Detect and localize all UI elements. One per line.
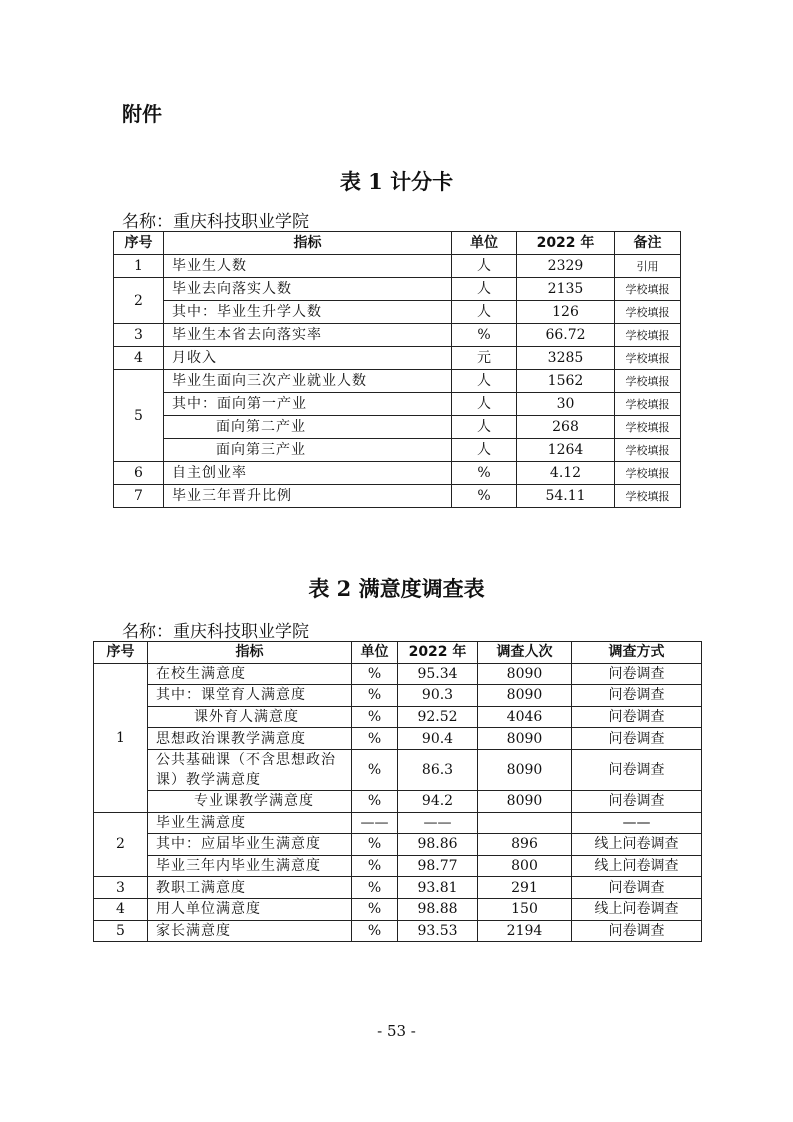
count-cell: 2194	[478, 920, 572, 942]
unit-cell: %	[352, 663, 398, 685]
table-row	[114, 439, 681, 462]
indicator-cell: 课外育人满意度	[148, 706, 352, 728]
count-cell: 4046	[478, 706, 572, 728]
indicator-cell: 毕业生面向三次产业就业人数	[164, 370, 452, 393]
table-row	[94, 855, 702, 877]
remark-cell: 学校填报	[615, 439, 681, 462]
header-unit: 单位	[352, 642, 398, 664]
seq-cell: 2	[94, 812, 148, 877]
remark-cell: 学校填报	[615, 324, 681, 347]
remark-cell: 学校填报	[615, 347, 681, 370]
unit-cell: 元	[452, 347, 517, 370]
table-row	[114, 301, 681, 324]
method-cell: 问卷调查	[572, 877, 702, 899]
method-cell: 问卷调查	[572, 790, 702, 812]
unit-cell: 人	[452, 255, 517, 278]
unit-cell: %	[452, 485, 517, 508]
remark-cell: 引用	[615, 255, 681, 278]
count-cell: 8090	[478, 685, 572, 707]
table-row	[114, 416, 681, 439]
seq-cell: 5	[94, 920, 148, 942]
indicator-cell: 毕业三年晋升比例	[164, 485, 452, 508]
method-cell: 线上问卷调查	[572, 855, 702, 877]
count-cell: 8090	[478, 749, 572, 790]
method-cell: 问卷调查	[572, 663, 702, 685]
table1-org: 名称：重庆科技职业学院	[122, 212, 309, 232]
value-cell: 1264	[517, 439, 615, 462]
count-cell: 291	[478, 877, 572, 899]
seq-cell: 1	[114, 255, 164, 278]
value-cell: 86.3	[398, 749, 478, 790]
indicator-cell: 专业课教学满意度	[148, 790, 352, 812]
seq-cell: 4	[94, 898, 148, 920]
table-row	[94, 812, 702, 834]
unit-cell: %	[352, 749, 398, 790]
indicator-cell: 其中：课堂育人满意度	[148, 685, 352, 707]
indicator-cell: 在校生满意度	[148, 663, 352, 685]
method-cell: 问卷调查	[572, 728, 702, 750]
value-cell: 98.77	[398, 855, 478, 877]
header-year: 2022 年	[398, 642, 478, 664]
indicator-cell: 面向第三产业	[164, 439, 452, 462]
count-cell: 150	[478, 898, 572, 920]
seq-cell: 5	[114, 370, 164, 462]
table-row	[94, 920, 702, 942]
indicator-cell: 其中：毕业生升学人数	[164, 301, 452, 324]
value-cell: 94.2	[398, 790, 478, 812]
indicator-cell: 月收入	[164, 347, 452, 370]
value-cell: 1562	[517, 370, 615, 393]
remark-cell: 学校填报	[615, 485, 681, 508]
count-cell: 800	[478, 855, 572, 877]
scorecard-table	[113, 231, 681, 508]
table-row	[114, 370, 681, 393]
value-cell: 90.4	[398, 728, 478, 750]
value-cell: 3285	[517, 347, 615, 370]
seq-cell: 7	[114, 485, 164, 508]
value-cell: 2135	[517, 278, 615, 301]
method-cell: 问卷调查	[572, 706, 702, 728]
table2-title: 表 2 满意度调查表	[308, 576, 485, 601]
value-cell: 54.11	[517, 485, 615, 508]
table-row	[94, 749, 702, 790]
table2-org: 名称：重庆科技职业学院	[122, 622, 309, 642]
value-cell: 98.88	[398, 898, 478, 920]
unit-cell: %	[452, 324, 517, 347]
indicator-cell: 毕业生满意度	[148, 812, 352, 834]
header-seq: 序号	[114, 232, 164, 255]
table-row	[114, 393, 681, 416]
header-indicator: 指标	[164, 232, 452, 255]
seq-cell: 2	[114, 278, 164, 324]
unit-cell: %	[352, 877, 398, 899]
method-cell: 问卷调查	[572, 685, 702, 707]
table-row	[94, 834, 702, 856]
seq-cell: 3	[114, 324, 164, 347]
header-survey-method: 调查方式	[572, 642, 702, 664]
unit-cell: %	[352, 855, 398, 877]
value-cell: 126	[517, 301, 615, 324]
value-cell: 93.81	[398, 877, 478, 899]
unit-cell: %	[452, 462, 517, 485]
table-row	[94, 663, 702, 685]
table-row	[114, 278, 681, 301]
remark-cell: 学校填报	[615, 462, 681, 485]
value-cell: 90.3	[398, 685, 478, 707]
value-cell: 95.34	[398, 663, 478, 685]
method-cell: 问卷调查	[572, 749, 702, 790]
table-row	[94, 706, 702, 728]
table-row	[94, 728, 702, 750]
indicator-cell: 其中：应届毕业生满意度	[148, 834, 352, 856]
unit-cell: %	[352, 920, 398, 942]
table1-title: 表 1 计分卡	[339, 169, 454, 194]
value-cell: 2329	[517, 255, 615, 278]
satisfaction-table	[93, 641, 702, 942]
unit-cell: 人	[452, 393, 517, 416]
table-header-row	[94, 642, 702, 664]
page-number: - 53 -	[377, 1022, 416, 1040]
unit-cell: %	[352, 898, 398, 920]
table-row	[94, 790, 702, 812]
method-cell: ——	[572, 812, 702, 834]
unit-cell: %	[352, 685, 398, 707]
count-cell: 8090	[478, 663, 572, 685]
unit-cell: 人	[452, 370, 517, 393]
unit-cell: %	[352, 790, 398, 812]
remark-cell: 学校填报	[615, 416, 681, 439]
seq-cell: 3	[94, 877, 148, 899]
unit-cell: 人	[452, 278, 517, 301]
attachment-label: 附件	[122, 102, 162, 126]
table-row	[94, 685, 702, 707]
header-remark: 备注	[615, 232, 681, 255]
count-cell: 8090	[478, 790, 572, 812]
seq-cell: 6	[114, 462, 164, 485]
header-year: 2022 年	[517, 232, 615, 255]
header-indicator: 指标	[148, 642, 352, 664]
table-row	[114, 255, 681, 278]
table-row	[94, 898, 702, 920]
remark-cell: 学校填报	[615, 393, 681, 416]
indicator-cell: 用人单位满意度	[148, 898, 352, 920]
unit-cell: %	[352, 728, 398, 750]
value-cell: 30	[517, 393, 615, 416]
seq-cell: 1	[94, 663, 148, 812]
value-cell: 92.52	[398, 706, 478, 728]
indicator-cell: 教职工满意度	[148, 877, 352, 899]
unit-cell: 人	[452, 301, 517, 324]
method-cell: 线上问卷调查	[572, 834, 702, 856]
remark-cell: 学校填报	[615, 370, 681, 393]
table-header-row	[114, 232, 681, 255]
count-cell: 8090	[478, 728, 572, 750]
indicator-cell: 毕业生本省去向落实率	[164, 324, 452, 347]
table-row	[114, 485, 681, 508]
method-cell: 线上问卷调查	[572, 898, 702, 920]
unit-cell: %	[352, 834, 398, 856]
table-row	[114, 324, 681, 347]
value-cell: 4.12	[517, 462, 615, 485]
indicator-cell: 思想政治课教学满意度	[148, 728, 352, 750]
remark-cell: 学校填报	[615, 301, 681, 324]
unit-cell: 人	[452, 439, 517, 462]
indicator-cell: 毕业三年内毕业生满意度	[148, 855, 352, 877]
indicator-cell: 毕业生人数	[164, 255, 452, 278]
indicator-cell: 自主创业率	[164, 462, 452, 485]
indicator-cell: 面向第二产业	[164, 416, 452, 439]
indicator-cell: 公共基础课（不含思想政治课）教学满意度	[148, 749, 352, 790]
table-row	[114, 347, 681, 370]
indicator-cell: 毕业去向落实人数	[164, 278, 452, 301]
remark-cell: 学校填报	[615, 278, 681, 301]
indicator-cell: 其中：面向第一产业	[164, 393, 452, 416]
count-cell	[478, 812, 572, 834]
unit-cell: %	[352, 706, 398, 728]
header-unit: 单位	[452, 232, 517, 255]
count-cell: 896	[478, 834, 572, 856]
indicator-cell: 家长满意度	[148, 920, 352, 942]
header-seq: 序号	[94, 642, 148, 664]
table-row	[114, 462, 681, 485]
value-cell: 93.53	[398, 920, 478, 942]
seq-cell: 4	[114, 347, 164, 370]
value-cell: 98.86	[398, 834, 478, 856]
unit-cell: 人	[452, 416, 517, 439]
header-survey-count: 调查人次	[478, 642, 572, 664]
value-cell: 66.72	[517, 324, 615, 347]
value-cell: 268	[517, 416, 615, 439]
method-cell: 问卷调查	[572, 920, 702, 942]
unit-cell: ——	[352, 812, 398, 834]
value-cell: ——	[398, 812, 478, 834]
table-row	[94, 877, 702, 899]
